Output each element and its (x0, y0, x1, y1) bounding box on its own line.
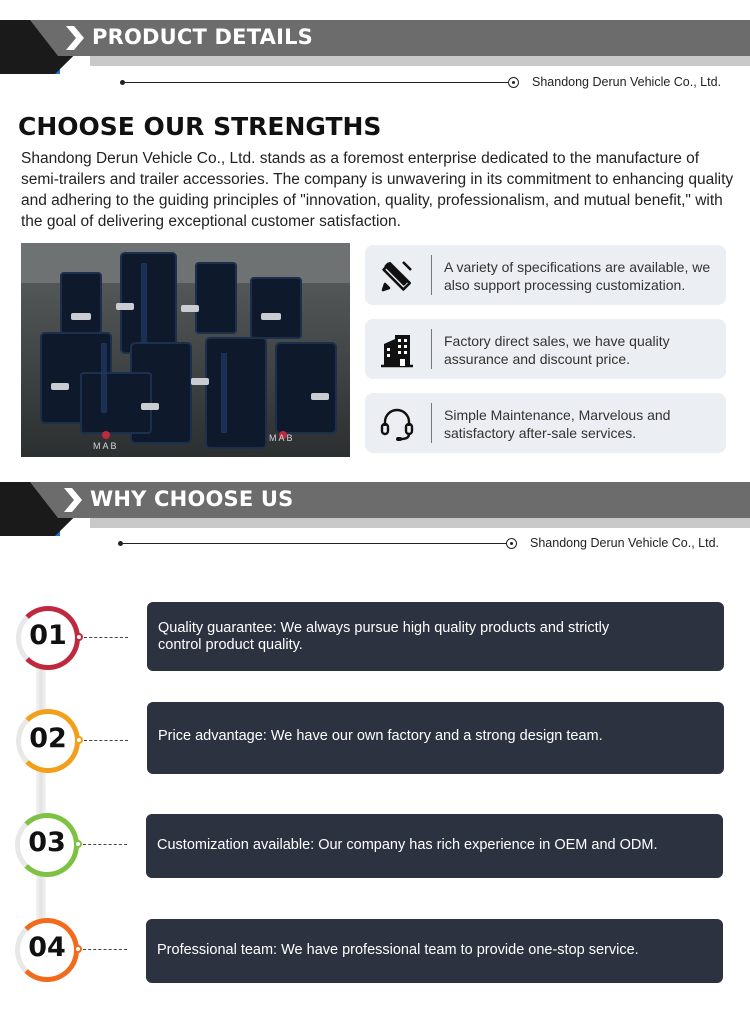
photo-plate-text-2: MAB (269, 433, 295, 443)
step-number-circle (15, 918, 79, 982)
rule-line (122, 543, 506, 544)
step-text: Professional team: We have professional team to provide one-stop service. (157, 942, 639, 958)
step-connector-dot (74, 840, 82, 848)
feature-card-customization (365, 245, 726, 305)
step-connector-line (84, 637, 128, 638)
chevron-right-icon (62, 488, 84, 512)
company-intro: Shandong Derun Vehicle Co., Ltd. stands as a foremost enterprise dedicated to the manufacture of semi-trailers and trailer accessories. The company is unwavering in its commitment to enhancing quality and adhering to the guiding principles of "innovation, quality, professionalism, and mutual benefit," with the goal of delivering exceptional customer satisfaction. (21, 150, 734, 230)
headset-icon (379, 406, 415, 442)
step-connector-line (83, 949, 127, 950)
feature-card-service (365, 393, 726, 453)
company-rule (118, 534, 728, 554)
step-number: 03 (28, 827, 66, 858)
step-connector-line (84, 740, 128, 741)
step-number-circle (15, 813, 79, 877)
feature-text: Simple Maintenance, Marvelous and satisfactory after-sale services. (444, 407, 671, 441)
strengths-heading: CHOOSE OUR STRENGTHS (18, 112, 382, 141)
chevron-right-icon (64, 26, 86, 50)
company-rule (120, 73, 730, 93)
step-number-circle (16, 606, 80, 670)
step-connector-dot (75, 736, 83, 744)
feature-card-factory (365, 319, 726, 379)
feature-divider (431, 403, 432, 443)
step-card (146, 919, 723, 983)
rule-end-circle-icon (506, 538, 517, 549)
step-card (147, 702, 724, 774)
feature-divider (431, 255, 432, 295)
step-number: 04 (28, 932, 66, 963)
step-text: Quality guarantee: We always pursue high quality products and strictly control product quality. (158, 620, 610, 653)
banner-underline (90, 518, 750, 528)
step-connector-dot (74, 945, 82, 953)
rule-end-circle-icon (508, 77, 519, 88)
pencil-ruler-icon (379, 258, 415, 294)
company-name: Shandong Derun Vehicle Co., Ltd. (532, 75, 722, 89)
step-number: 02 (29, 723, 67, 754)
factory-building-icon (379, 332, 415, 368)
section-title: PRODUCT DETAILS (92, 25, 313, 49)
product-photo (21, 243, 350, 457)
step-number-circle (16, 709, 80, 773)
step-card (147, 602, 724, 671)
step-card (146, 814, 723, 878)
banner-underline (90, 56, 750, 66)
feature-text: A variety of specifications are available, we also support processing customization. (444, 259, 711, 293)
product-photo-image (21, 243, 350, 457)
step-text: Customization available: Our company has rich experience in OEM and ODM. (157, 837, 658, 853)
product-details-banner (0, 20, 750, 76)
step-text: Price advantage: We have our own factory and a strong design team. (158, 728, 603, 744)
feature-divider (431, 329, 432, 369)
step-connector-line (83, 844, 127, 845)
company-name: Shandong Derun Vehicle Co., Ltd. (530, 536, 720, 550)
feature-text: Factory direct sales, we have quality assurance and discount price. (444, 333, 670, 367)
rule-line (124, 82, 508, 83)
step-connector-dot (75, 633, 83, 641)
section-title: WHY CHOOSE US (90, 487, 294, 511)
why-choose-banner (0, 482, 750, 538)
step-number: 01 (29, 620, 67, 651)
photo-plate-text: MAB (93, 441, 119, 451)
